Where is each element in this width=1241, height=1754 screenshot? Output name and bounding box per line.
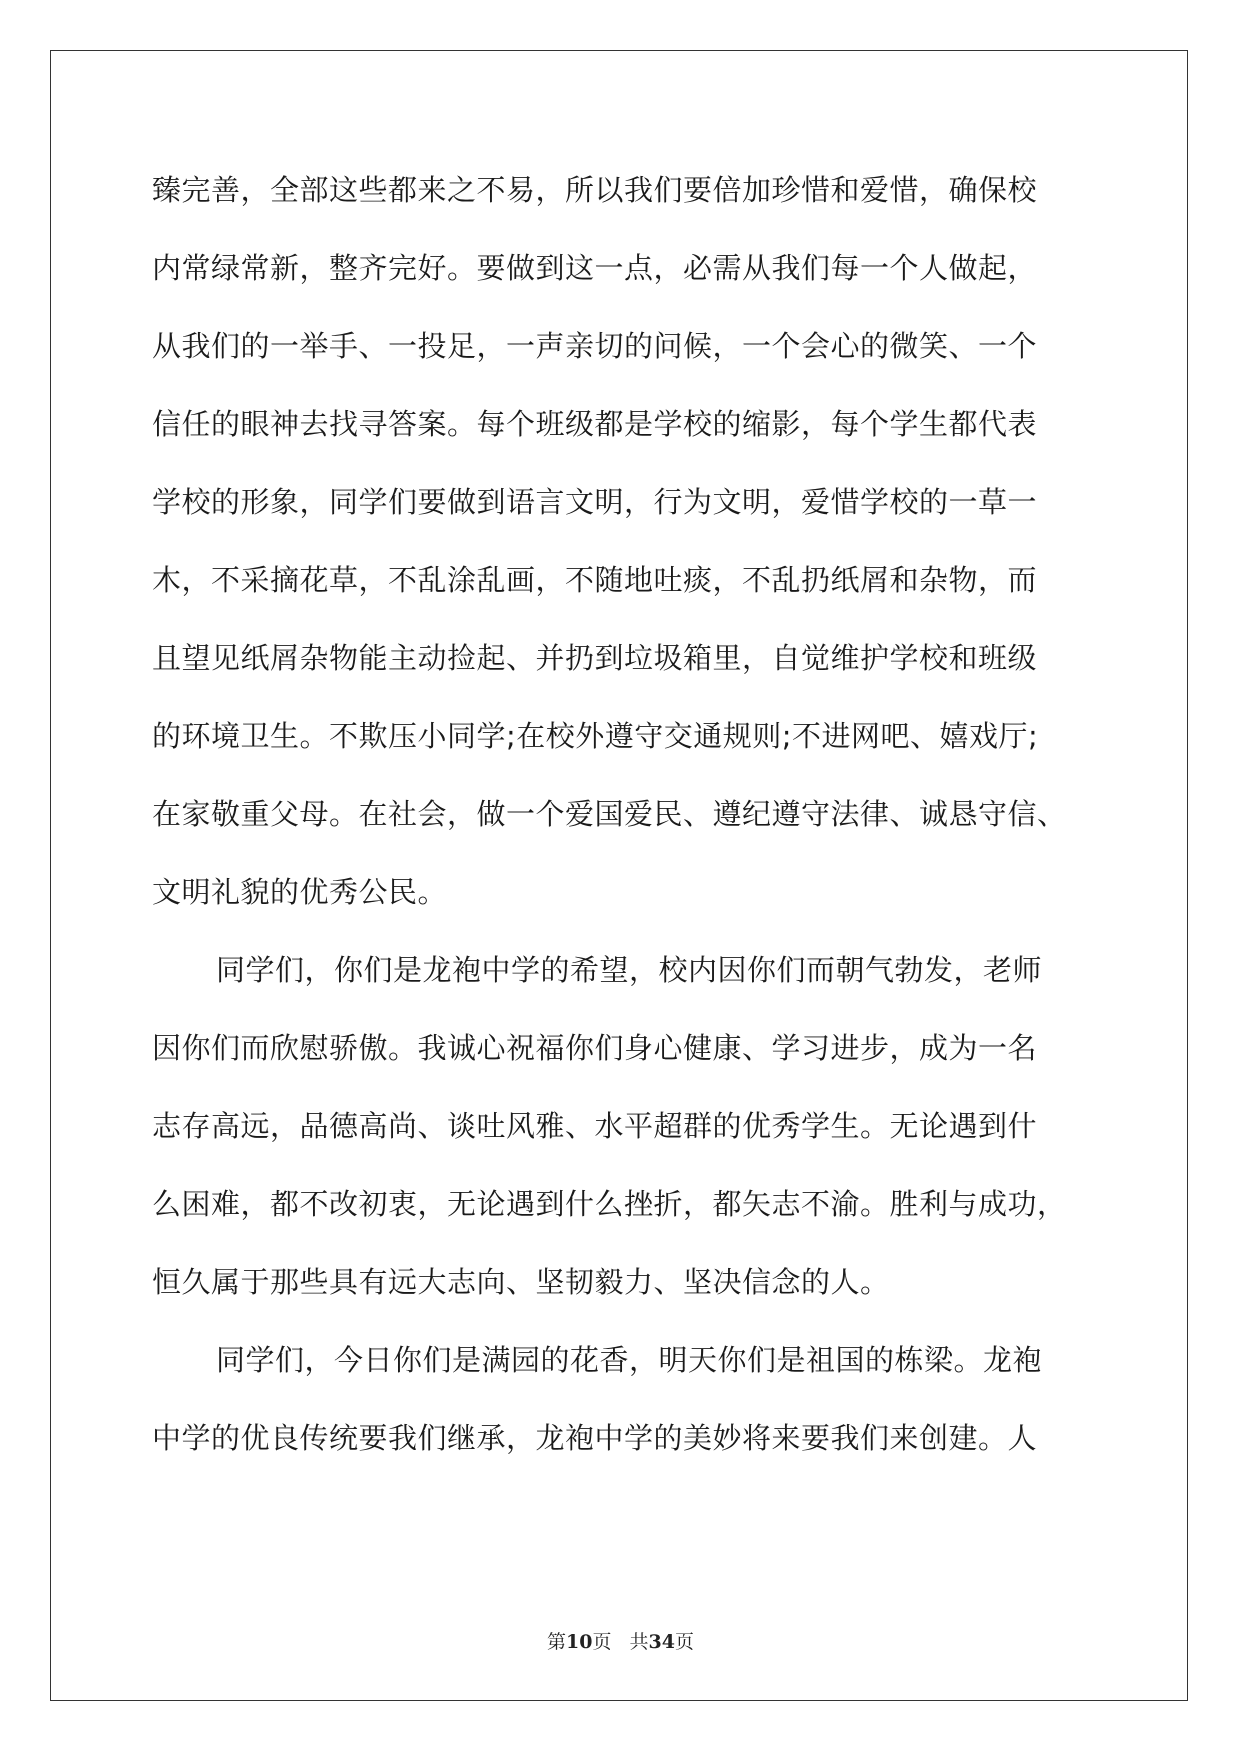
total-suffix: 页 [674,1631,694,1653]
text-line: 志存高远，品德高尚、谈吐风雅、水平超群的优秀学生。无论遇到什 [152,1109,1038,1143]
text-line: 在家敬重父母。在社会，做一个爱国爱民、遵纪遵守法律、诚恳守信、 [152,797,1067,831]
text-line: 恒久属于那些具有远大志向、坚韧毅力、坚决信念的人。 [152,1265,890,1299]
text-line: 中学的优良传统要我们继承，龙袍中学的美妙将来要我们来创建。人 [152,1421,1038,1455]
paragraph-first-line: 同学们，今日你们是满园的花香，明天你们是祖国的栋梁。龙袍 [216,1343,1043,1377]
page-prefix: 第 [547,1631,567,1653]
text-line: 木，不采摘花草，不乱涂乱画，不随地吐痰，不乱扔纸屑和杂物，而 [152,563,1038,597]
text-line: 从我们的一举手、一投足，一声亲切的问候，一个会心的微笑、一个 [152,329,1038,363]
text-line: 么困难，都不改初衷，无论遇到什么挫折，都矢志不渝。胜利与成功， [152,1187,1067,1221]
text-line: 学校的形象，同学们要做到语言文明，行为文明，爱惜学校的一草一 [152,485,1038,519]
page-suffix: 页 [592,1631,612,1653]
page-number: 10 [566,1631,593,1653]
paragraph-first-line: 同学们，你们是龙袍中学的希望，校内因你们而朝气勃发，老师 [216,953,1043,987]
text-line: 信任的眼神去找寻答案。每个班级都是学校的缩影，每个学生都代表 [152,407,1038,441]
total-pages: 34 [648,1631,675,1653]
text-line: 文明礼貌的优秀公民。 [152,875,448,909]
text-line: 且望见纸屑杂物能主动捡起、并扔到垃圾箱里，自觉维护学校和班级 [152,641,1038,675]
total-prefix: 共 [629,1631,649,1653]
text-line: 因你们而欣慰骄傲。我诚心祝福你们身心健康、学习进步，成为一名 [152,1031,1038,1065]
page-footer [0,1627,1241,1654]
text-line: 臻完善，全部这些都来之不易，所以我们要倍加珍惜和爱惜，确保校 [152,173,1038,207]
text-line: 内常绿常新，整齐完好。要做到这一点，必需从我们每一个人做起， [152,251,1038,285]
text-line: 的环境卫生。不欺压小同学;在校外遵守交通规则;不进网吧、嬉戏厅; [152,719,1039,753]
